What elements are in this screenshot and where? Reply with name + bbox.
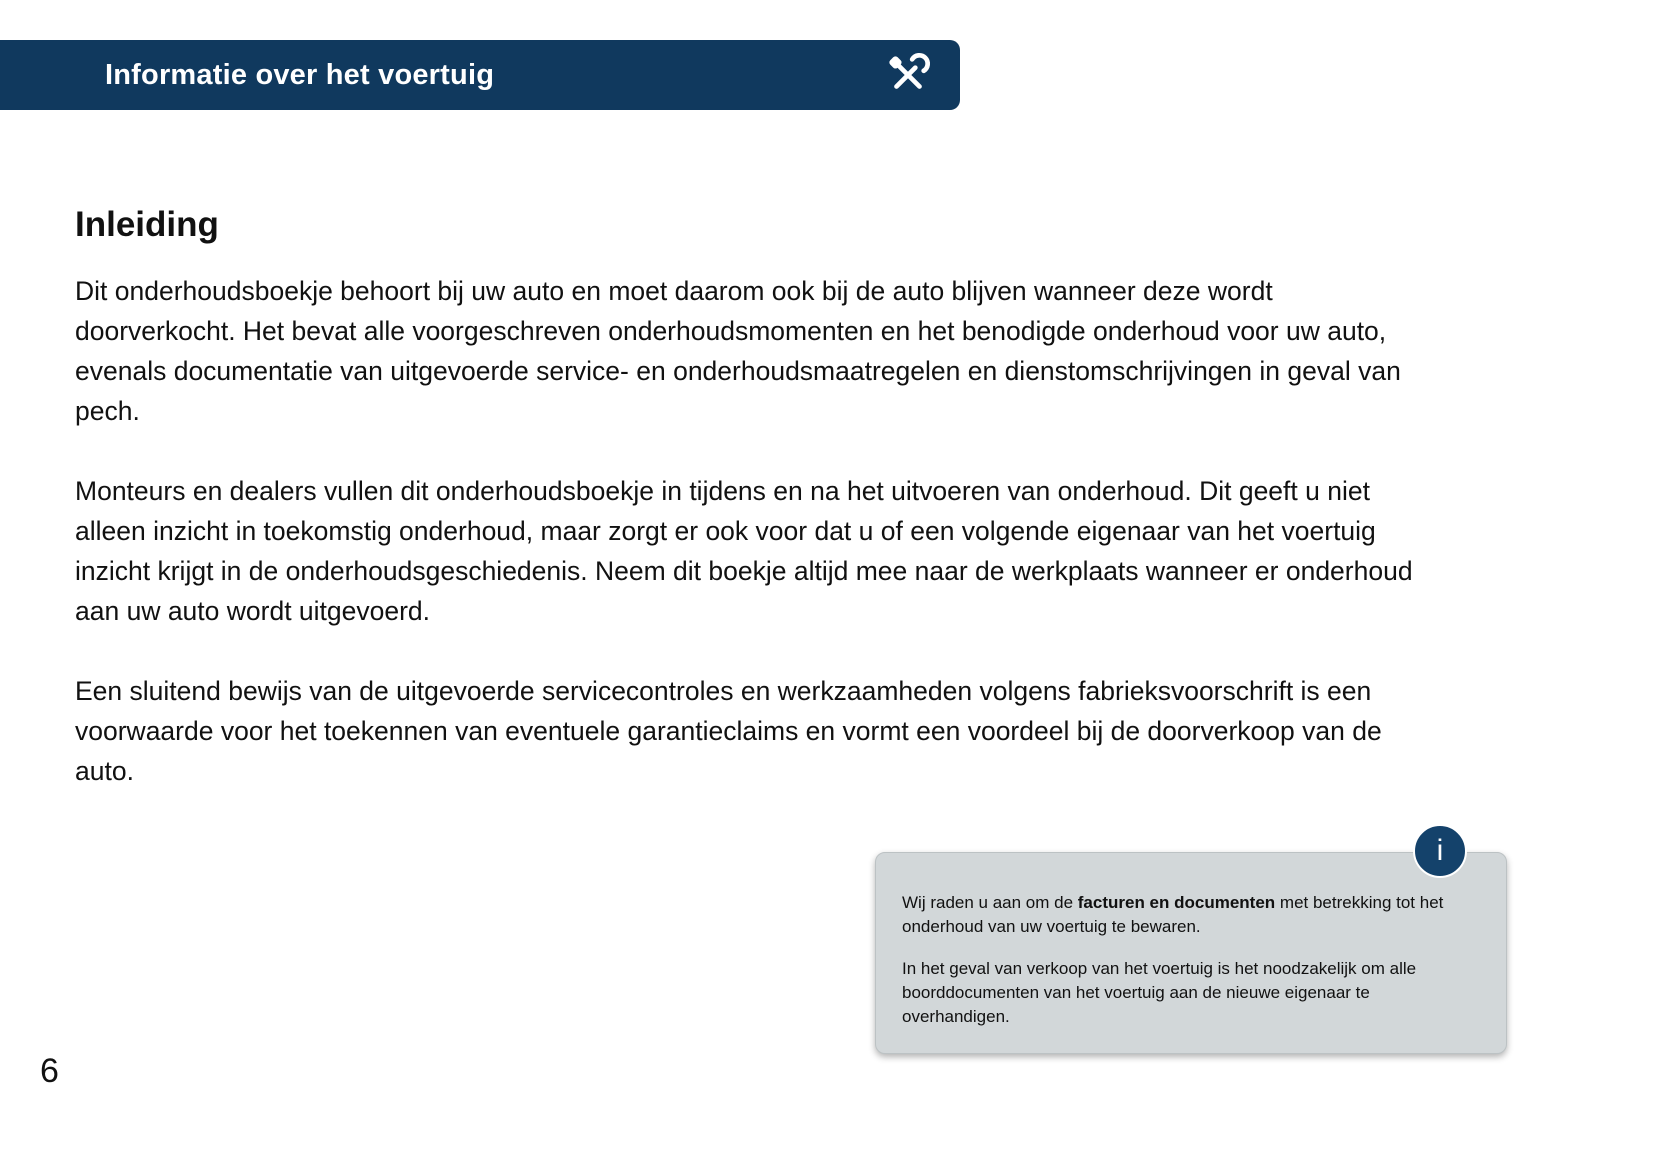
tools-icon (884, 51, 932, 99)
intro-paragraph-1: Dit onderhoudsboekje behoort bij uw auto en moet daarom ook bij de auto blijven wanneer deze wordt doorverkocht. Het bevat alle voorgeschreven onderhoudsmomenten en het benodigde onderhoud voor uw auto, evenals documentatie van uitgevoerde service- en onderhoudsmaatregelen en dienstomschrijvingen in geval van pech. (75, 276, 1401, 426)
page-number: 6 (40, 1052, 59, 1090)
info-box-paragraph-2: In het geval van verkoop van het voertuig is het noodzakelijk om alle boorddocumenten van het voertuig aan de nieuwe eigenaar te overhandigen. (902, 959, 1417, 1026)
main-content (75, 205, 1435, 831)
section-title: Informatie over het voertuig (105, 58, 495, 91)
section-header (0, 40, 960, 110)
intro-paragraph-3: Een sluitend bewijs van de uitgevoerde servicecontroles en werkzaamheden volgens fabrieksvoorschrift is een voorwaarde voor het toekennen van eventuele garantieclaims en vormt een voordeel bij de doorverkoop van de auto. (75, 676, 1382, 786)
info-icon (1413, 824, 1467, 878)
info-box-paragraph-1 (902, 891, 1480, 939)
info-text-suffix: met betrekking tot het onderhoud van uw voertuig te bewaren. (902, 893, 1444, 936)
info-text-bold: facturen en documenten (1077, 893, 1276, 912)
info-text-prefix: Wij raden u aan om de (902, 893, 1078, 912)
page-title: Inleiding (75, 205, 219, 244)
info-box (875, 852, 1507, 1054)
info-icon-letter: i (1436, 834, 1444, 867)
intro-paragraph-2: Monteurs en dealers vullen dit onderhoudsboekje in tijdens en na het uitvoeren van onderhoud. Dit geeft u niet alleen inzicht in toekomstig onderhoud, maar zorgt er ook voor dat u of een volgende eigenaar van het voertuig inzicht krijgt in de onderhoudsgeschiedenis. Neem dit boekje altijd mee naar de werkplaats wanneer er onderhoud aan uw auto wordt uitgevoerd. (75, 476, 1413, 626)
